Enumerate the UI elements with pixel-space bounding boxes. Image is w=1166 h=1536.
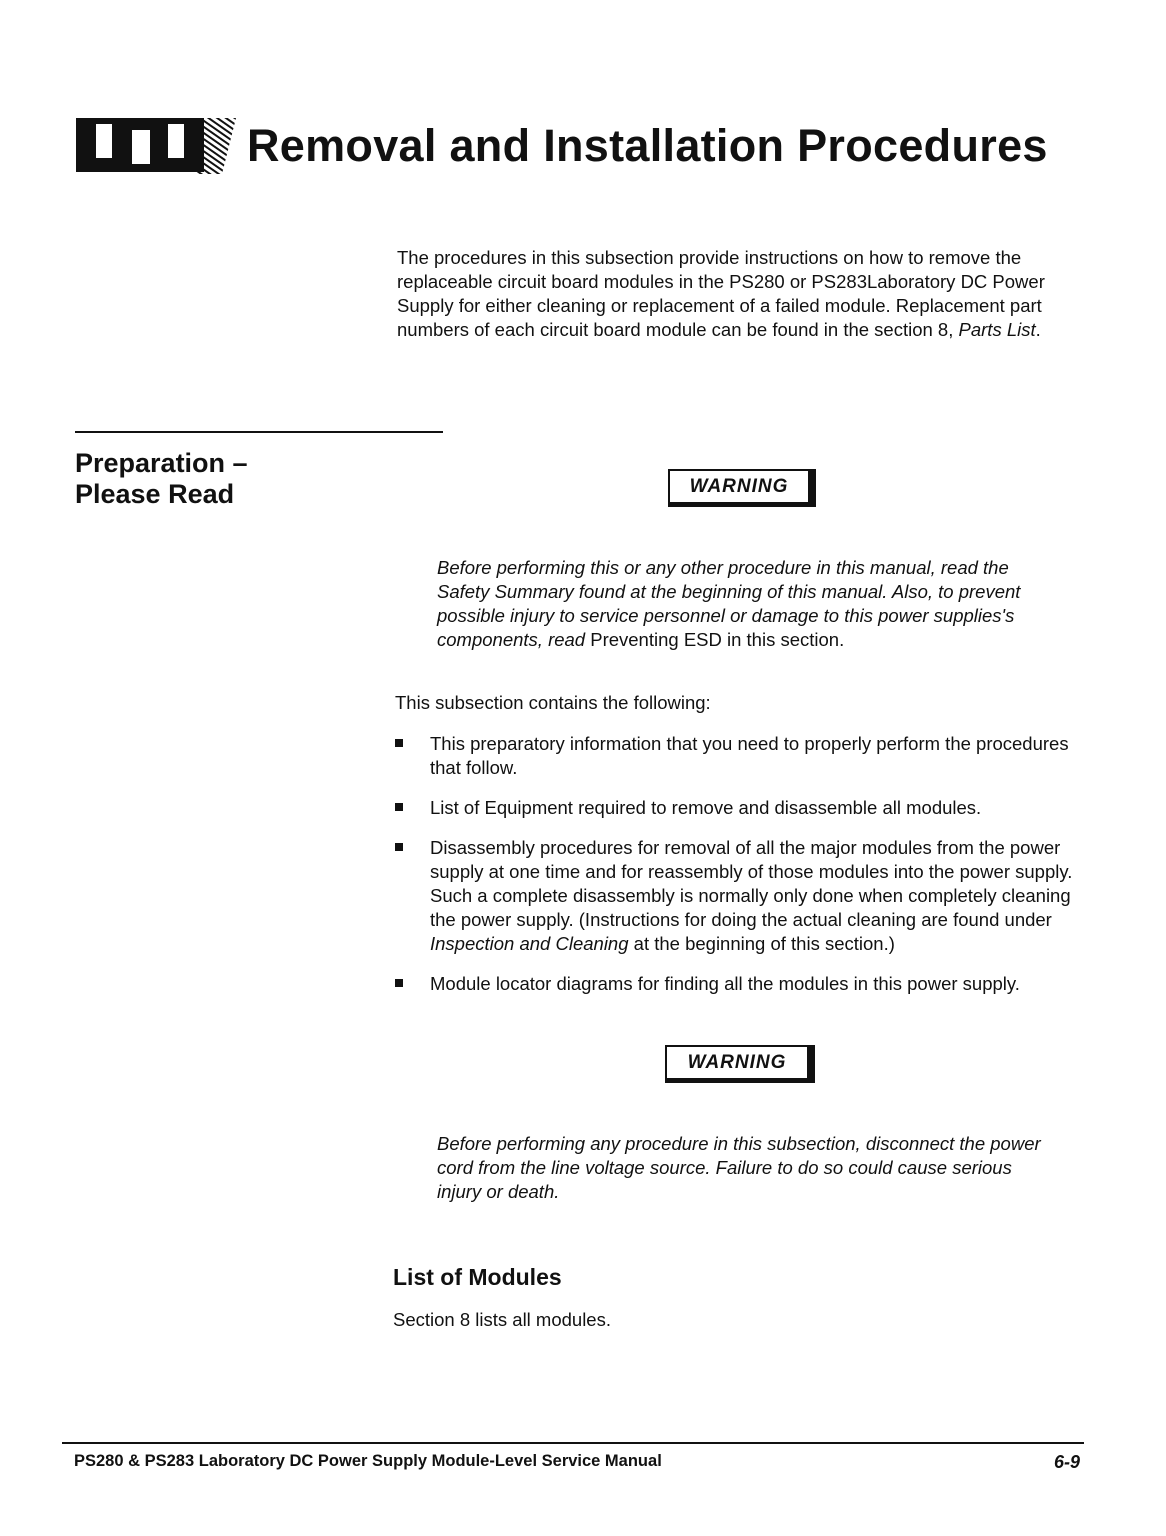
contents-list: [395, 732, 1085, 1012]
subsection-heading: List of Modules: [393, 1264, 562, 1290]
warning-label: WARNING: [665, 1045, 815, 1083]
list-item: Disassembly procedures for removal of all the major modules from the power supply at one time and for reassembly of those modules into the power supply. Such a complete disassembly is normally only done when completely cleaning the power supply. (Instructions for doing the actual cleaning are found under Inspection and Cleaning at the beginning of this section.): [395, 836, 1085, 956]
footer-manual-title: PS280 & PS283 Laboratory DC Power Supply Module-Level Service Manual: [74, 1452, 662, 1470]
footer-divider: [62, 1442, 1084, 1444]
bullet-icon: [395, 843, 403, 851]
bullet-icon: [395, 739, 403, 747]
bullet-icon: [395, 979, 403, 987]
inspection-cleaning-reference: Inspection and Cleaning: [430, 933, 629, 954]
page-number: 6-9: [1053, 1452, 1080, 1472]
bullet-icon: [395, 803, 403, 811]
section-logo-icon: [76, 118, 246, 178]
parts-list-reference: Parts List: [958, 319, 1036, 340]
page-title: Removal and Installation Procedures: [247, 120, 1048, 171]
contents-lead: This subsection contains the following:: [395, 692, 711, 713]
warning-text: Before performing this or any other procedure in this manual, read the Safety Summary found at the beginning of this manual. Also, to prevent possible injury to service personnel or damage to this power supplies's components, read Preventing ESD in this section.: [437, 557, 1021, 650]
preventing-esd-reference: Preventing ESD in this section.: [590, 629, 845, 650]
subsection-body: Section 8 lists all modules.: [393, 1309, 611, 1330]
warning-label: WARNING: [668, 469, 816, 507]
list-item: List of Equipment required to remove and disassemble all modules.: [395, 796, 1085, 820]
section-heading: Preparation – Please Read: [75, 448, 248, 509]
warning-text: Before performing any procedure in this subsection, disconnect the power cord from the line voltage source. Failure to do so could cause serious injury or death.: [437, 1133, 1041, 1202]
list-item: This preparatory information that you need to properly perform the procedures that follow.: [395, 732, 1085, 780]
list-item: Module locator diagrams for finding all the modules in this power supply.: [395, 972, 1085, 996]
intro-paragraph: The procedures in this subsection provide instructions on how to remove the replaceable circuit board modules in the PS280 or PS283Laboratory DC Power Supply for either cleaning or replacement of a failed module. Replacement part numbers of each circuit board module can be found in the section 8, Parts List.: [397, 247, 1045, 340]
section-divider: [75, 431, 443, 433]
